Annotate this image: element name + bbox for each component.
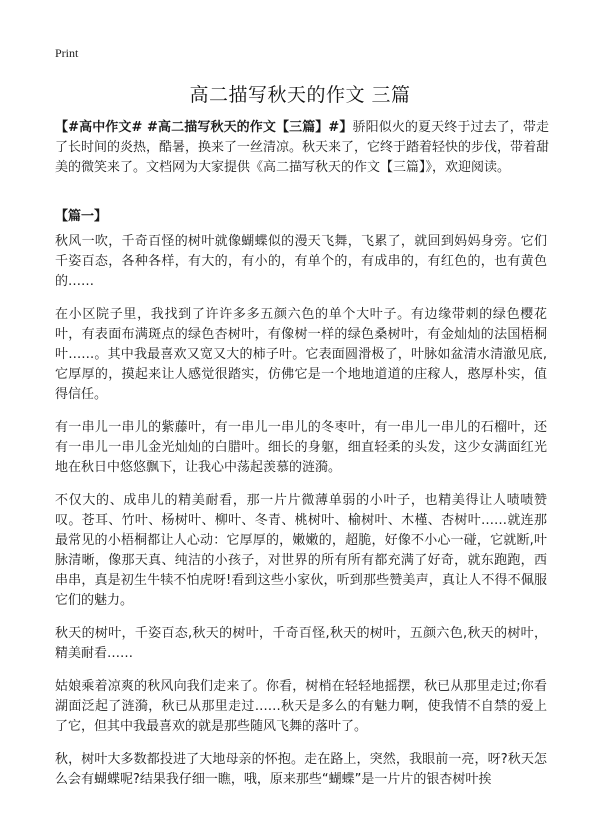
paragraph: 在小区院子里，我找到了许许多多五颜六色的单个大叶子。有边缘带刺的绿色樱花叶，有表面布满斑点的绿色杏树叶，有像树一样的绿色桑树叶，有金灿灿的法国梧桐叶……。其中我最喜欢又宽又大的柿子叶。它表面圆滑极了，叶脉如盆清水清澈见底,它厚厚的，摸起来让人感觉很踏实，仿佛它是一个地地道道的庄稼人，憨厚朴实，值得信任。 — [55, 307, 547, 402]
intro-tag: 【#高中作文# #高二描写秋天的作文【三篇】#】 — [55, 120, 353, 135]
intro-text: 骄阳似火的夏天终于过去了，带走了长时间的炎热，酷暑，换来了一丝清凉。秋天来了，它终于踏着轻快的步伐，带着甜美的微笑来了。文档网为大家提供《高二描写秋天的作文【三篇】》，欢迎阅读。 — [55, 120, 550, 175]
paragraph: 秋风一吹，千奇百怪的树叶就像蝴蝶似的漫天飞舞，飞累了，就回到妈妈身旁。它们千姿百态，各种各样，有大的，有小的，有单个的，有成串的，有红色的，也有黄色的…… — [55, 234, 547, 289]
paragraph: 秋，树叶大多数都投进了大地母亲的怀抱。走在路上，突然，我眼前一亮，呀?秋天怎么会有蝴蝶呢?结果我仔细一瞧，哦，原来那些“蝴蝶”是一片片的银杏树叶挨 — [55, 752, 547, 787]
paragraph: 秋天的树叶，千姿百态,秋天的树叶，千奇百怪,秋天的树叶，五颜六色,秋天的树叶，精美耐看…… — [55, 626, 547, 661]
intro-paragraph — [55, 118, 549, 178]
paragraph: 姑娘乘着凉爽的秋风向我们走来了。你看，树梢在轻轻地摇摆，秋已从那里走过;你看湖面泛起了涟漪，秋已从那里走过……秋天是多么的有魅力啊，使我情不自禁的爱上了它，但其中我最喜欢的就是那些随风飞舞的落叶了。 — [55, 679, 547, 734]
paragraph: 不仅大的、成串儿的精美耐看，那一片片微薄单弱的小叶子，也精美得让人啧啧赞叹。苍耳、竹叶、杨树叶、柳叶、冬青、桃树叶、榆树叶、木槿、杏树叶……就连那最常见的小梧桐都让人心动：它厚厚的，嫩嫩的，超脆，好像不小心一碰，它就断,叶脉清晰，像那天真、纯洁的小孩子，对世界的所有所有都充满了好奇，就东跑跑，西串串，真是初生牛犊不怕虎呀!看到这些小家伙，听到那些赞美声，真让人不得不佩服它们的魅力。 — [55, 493, 547, 608]
article-body — [55, 232, 547, 803]
page-title: 高二描写秋天的作文 三篇 — [189, 84, 411, 106]
paragraph: 有一串儿一串儿的紫藤叶，有一串儿一串儿的冬枣叶，有一串儿一串儿的石榴叶，还有一串儿一串儿金光灿灿的白腊叶。细长的身躯，细直轻柔的头发，这少女满面红光地在秋日中悠悠飘下，让我心中荡起羡慕的涟漪。 — [55, 420, 547, 475]
print-label: Print — [55, 46, 79, 60]
section-heading: 【篇一】 — [55, 209, 108, 224]
